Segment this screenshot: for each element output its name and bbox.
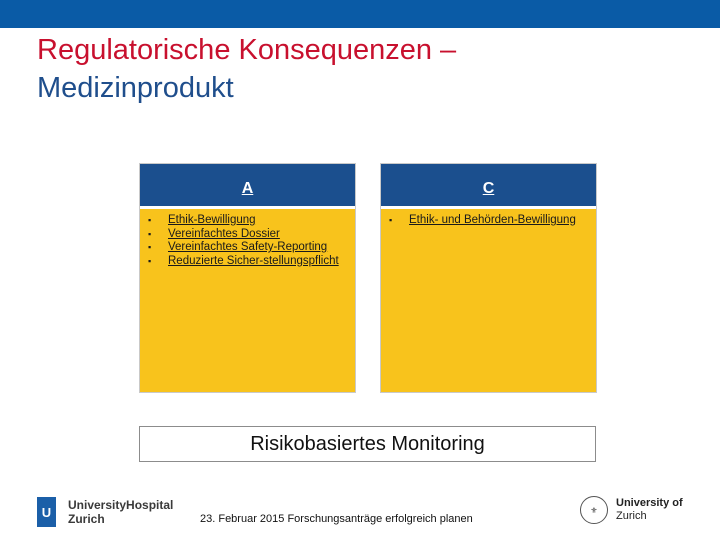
monitoring-box: Risikobasiertes Monitoring (139, 426, 596, 462)
bullet-icon: ▪ (148, 228, 152, 239)
list-item (148, 228, 349, 242)
card-c-header (381, 164, 596, 209)
uzh-seal-icon: ⚜ (580, 496, 608, 524)
usz-line-1: UniversityHospital (68, 498, 174, 512)
top-bar (0, 0, 720, 28)
slide-title (37, 31, 637, 107)
link-safety-reporting[interactable]: Vereinfachtes Safety-Reporting (168, 241, 328, 253)
list-item (148, 241, 349, 255)
usz-mark-icon: U (37, 497, 56, 527)
link-ethik-behoerden-bewilligung[interactable]: Ethik- und Behörden-Bewilligung (409, 214, 576, 226)
list-item (148, 214, 349, 228)
list-item (148, 255, 349, 269)
card-a-letter[interactable]: A (241, 180, 254, 197)
uzh-logo (580, 496, 683, 524)
bullet-icon: ▪ (148, 215, 152, 225)
card-a-header (140, 164, 355, 209)
usz-line-2: Zurich (68, 512, 105, 526)
link-ethik-bewilligung[interactable]: Ethik-Bewilligung (168, 214, 256, 226)
uzh-line-2: Zurich (616, 510, 647, 522)
link-vereinfachtes-dossier[interactable]: Vereinfachtes Dossier (168, 227, 280, 240)
uzh-line-1: University of (616, 497, 683, 509)
footer-text: 23. Februar 2015 Forschungsanträge erfolgreich planen (200, 513, 473, 525)
bullet-icon: ▪ (389, 215, 393, 225)
bullet-icon: ▪ (148, 255, 152, 266)
usz-logo (37, 497, 173, 527)
card-c-list (381, 209, 596, 228)
title-line-2: Medizinprodukt (37, 72, 234, 104)
link-sicherstellungspflicht[interactable]: Reduzierte Sicher-stellungspflicht (168, 254, 339, 267)
card-c-letter[interactable]: C (482, 180, 495, 197)
list-item (389, 214, 590, 228)
title-line-1: Regulatorische Konsequenzen – (37, 34, 457, 66)
card-a (139, 163, 356, 393)
card-c (380, 163, 597, 393)
card-a-list (140, 209, 355, 268)
usz-logo-text (68, 498, 173, 526)
bullet-icon: ▪ (148, 242, 152, 252)
uzh-logo-text (616, 497, 683, 523)
